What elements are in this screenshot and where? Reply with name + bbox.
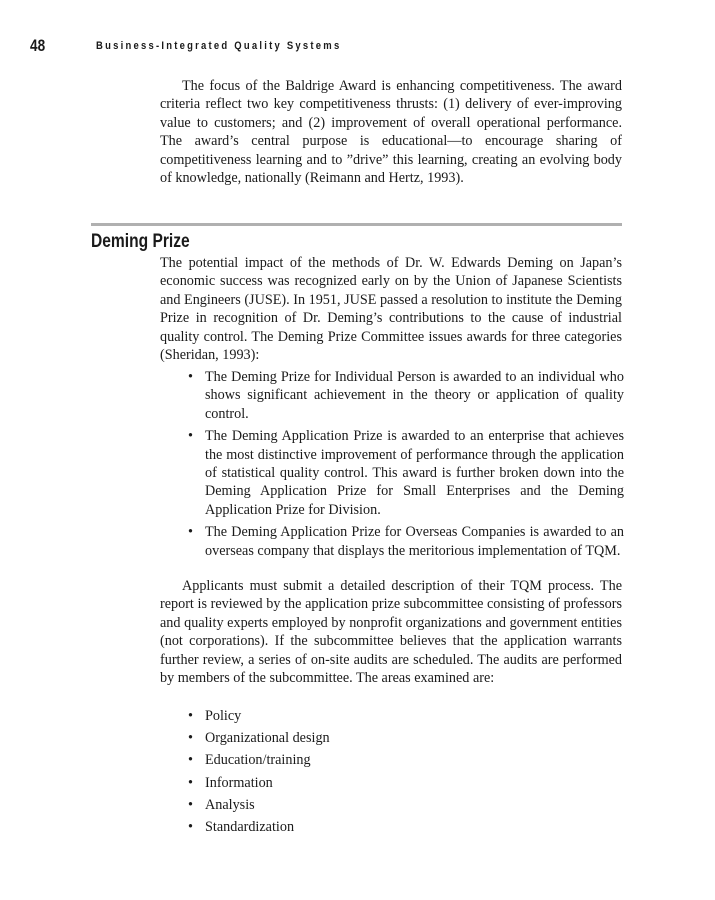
list-item-text: Organizational design: [205, 730, 330, 747]
prize-categories-list: [160, 368, 624, 564]
list-item-text: Standardization: [205, 819, 295, 836]
bullet-icon: •: [188, 524, 193, 541]
list-item: [160, 774, 624, 792]
section-divider: [91, 223, 622, 226]
bullet-icon: •: [188, 428, 193, 445]
list-item: [160, 729, 624, 747]
list-item: [160, 751, 624, 769]
baldrige-paragraph: The focus of the Baldrige Award is enhancing competitiveness. The award criteria reflect two key competitiveness thrusts: (1) delivery of ever-improving value to customers; and (2) improvement of overall operational performance. The award’s central purpose is educational—to encourage sharing of competitiveness learning and to ”drive” this learning, creating an evolving body of knowledge, nationally (Reimann and Hertz, 1993).: [160, 78, 622, 187]
list-item-text: The Deming Application Prize for Overseas Companies is awarded to an overseas company that displays the meritorious implementation of TQM.: [205, 524, 624, 559]
deming-intro-paragraph: The potential impact of the methods of Dr. W. Edwards Deming on Japan’s economic success was recognized early on by the Union of Japanese Scientists and Engineers (JUSE). In 1951, JUSE passed a resolution to institute the Deming Prize in recognition of Dr. Deming’s contributions to the cause of industrial quality control. The Deming Prize Committee issues awards for three categories (Sheridan, 1993):: [160, 255, 622, 364]
bullet-icon: •: [188, 752, 193, 769]
list-item-text: Education/training: [205, 752, 311, 769]
applicants-paragraph: Applicants must submit a detailed description of their TQM process. The report is reviewed by the application prize subcommittee consisting of professors and quality experts employed by nonprofit organizations and government entities (not corporations). If the subcommittee believes that the application warrants further review, a series of on-site audits are scheduled. The audits are performed by members of the subcommittee. The areas examined are:: [160, 578, 622, 687]
areas-examined-list: [160, 707, 624, 840]
list-item: [160, 427, 624, 519]
list-item-text: Information: [205, 774, 273, 791]
page-number: 48: [30, 36, 46, 55]
book-title: Business-Integrated Quality Systems: [96, 40, 342, 52]
list-item-text: The Deming Application Prize is awarded to an enterprise that achieves the most distinctive improvement of performance through the application of statistical quality control. This award is further broken down into the Deming Application Prize for Small Enterprises and the Deming Application Prize for Division.: [205, 428, 624, 518]
list-item: [160, 818, 624, 836]
bullet-icon: •: [188, 796, 193, 813]
list-item: [160, 707, 624, 725]
section-heading-deming-prize: Deming Prize: [91, 231, 190, 252]
bullet-icon: •: [188, 369, 193, 385]
bullet-icon: •: [188, 708, 193, 724]
running-head: [30, 36, 630, 58]
bullet-icon: •: [188, 819, 193, 836]
list-item: [160, 523, 624, 560]
list-item-text: Policy: [205, 708, 242, 724]
bullet-icon: •: [188, 774, 193, 791]
bullet-icon: •: [188, 730, 193, 747]
list-item: [160, 368, 624, 423]
list-item-text: The Deming Prize for Individual Person is awarded to an individual who shows significant achievement in the theory or application of quality control.: [205, 369, 624, 422]
list-item: [160, 796, 624, 814]
list-item-text: Analysis: [205, 796, 255, 813]
